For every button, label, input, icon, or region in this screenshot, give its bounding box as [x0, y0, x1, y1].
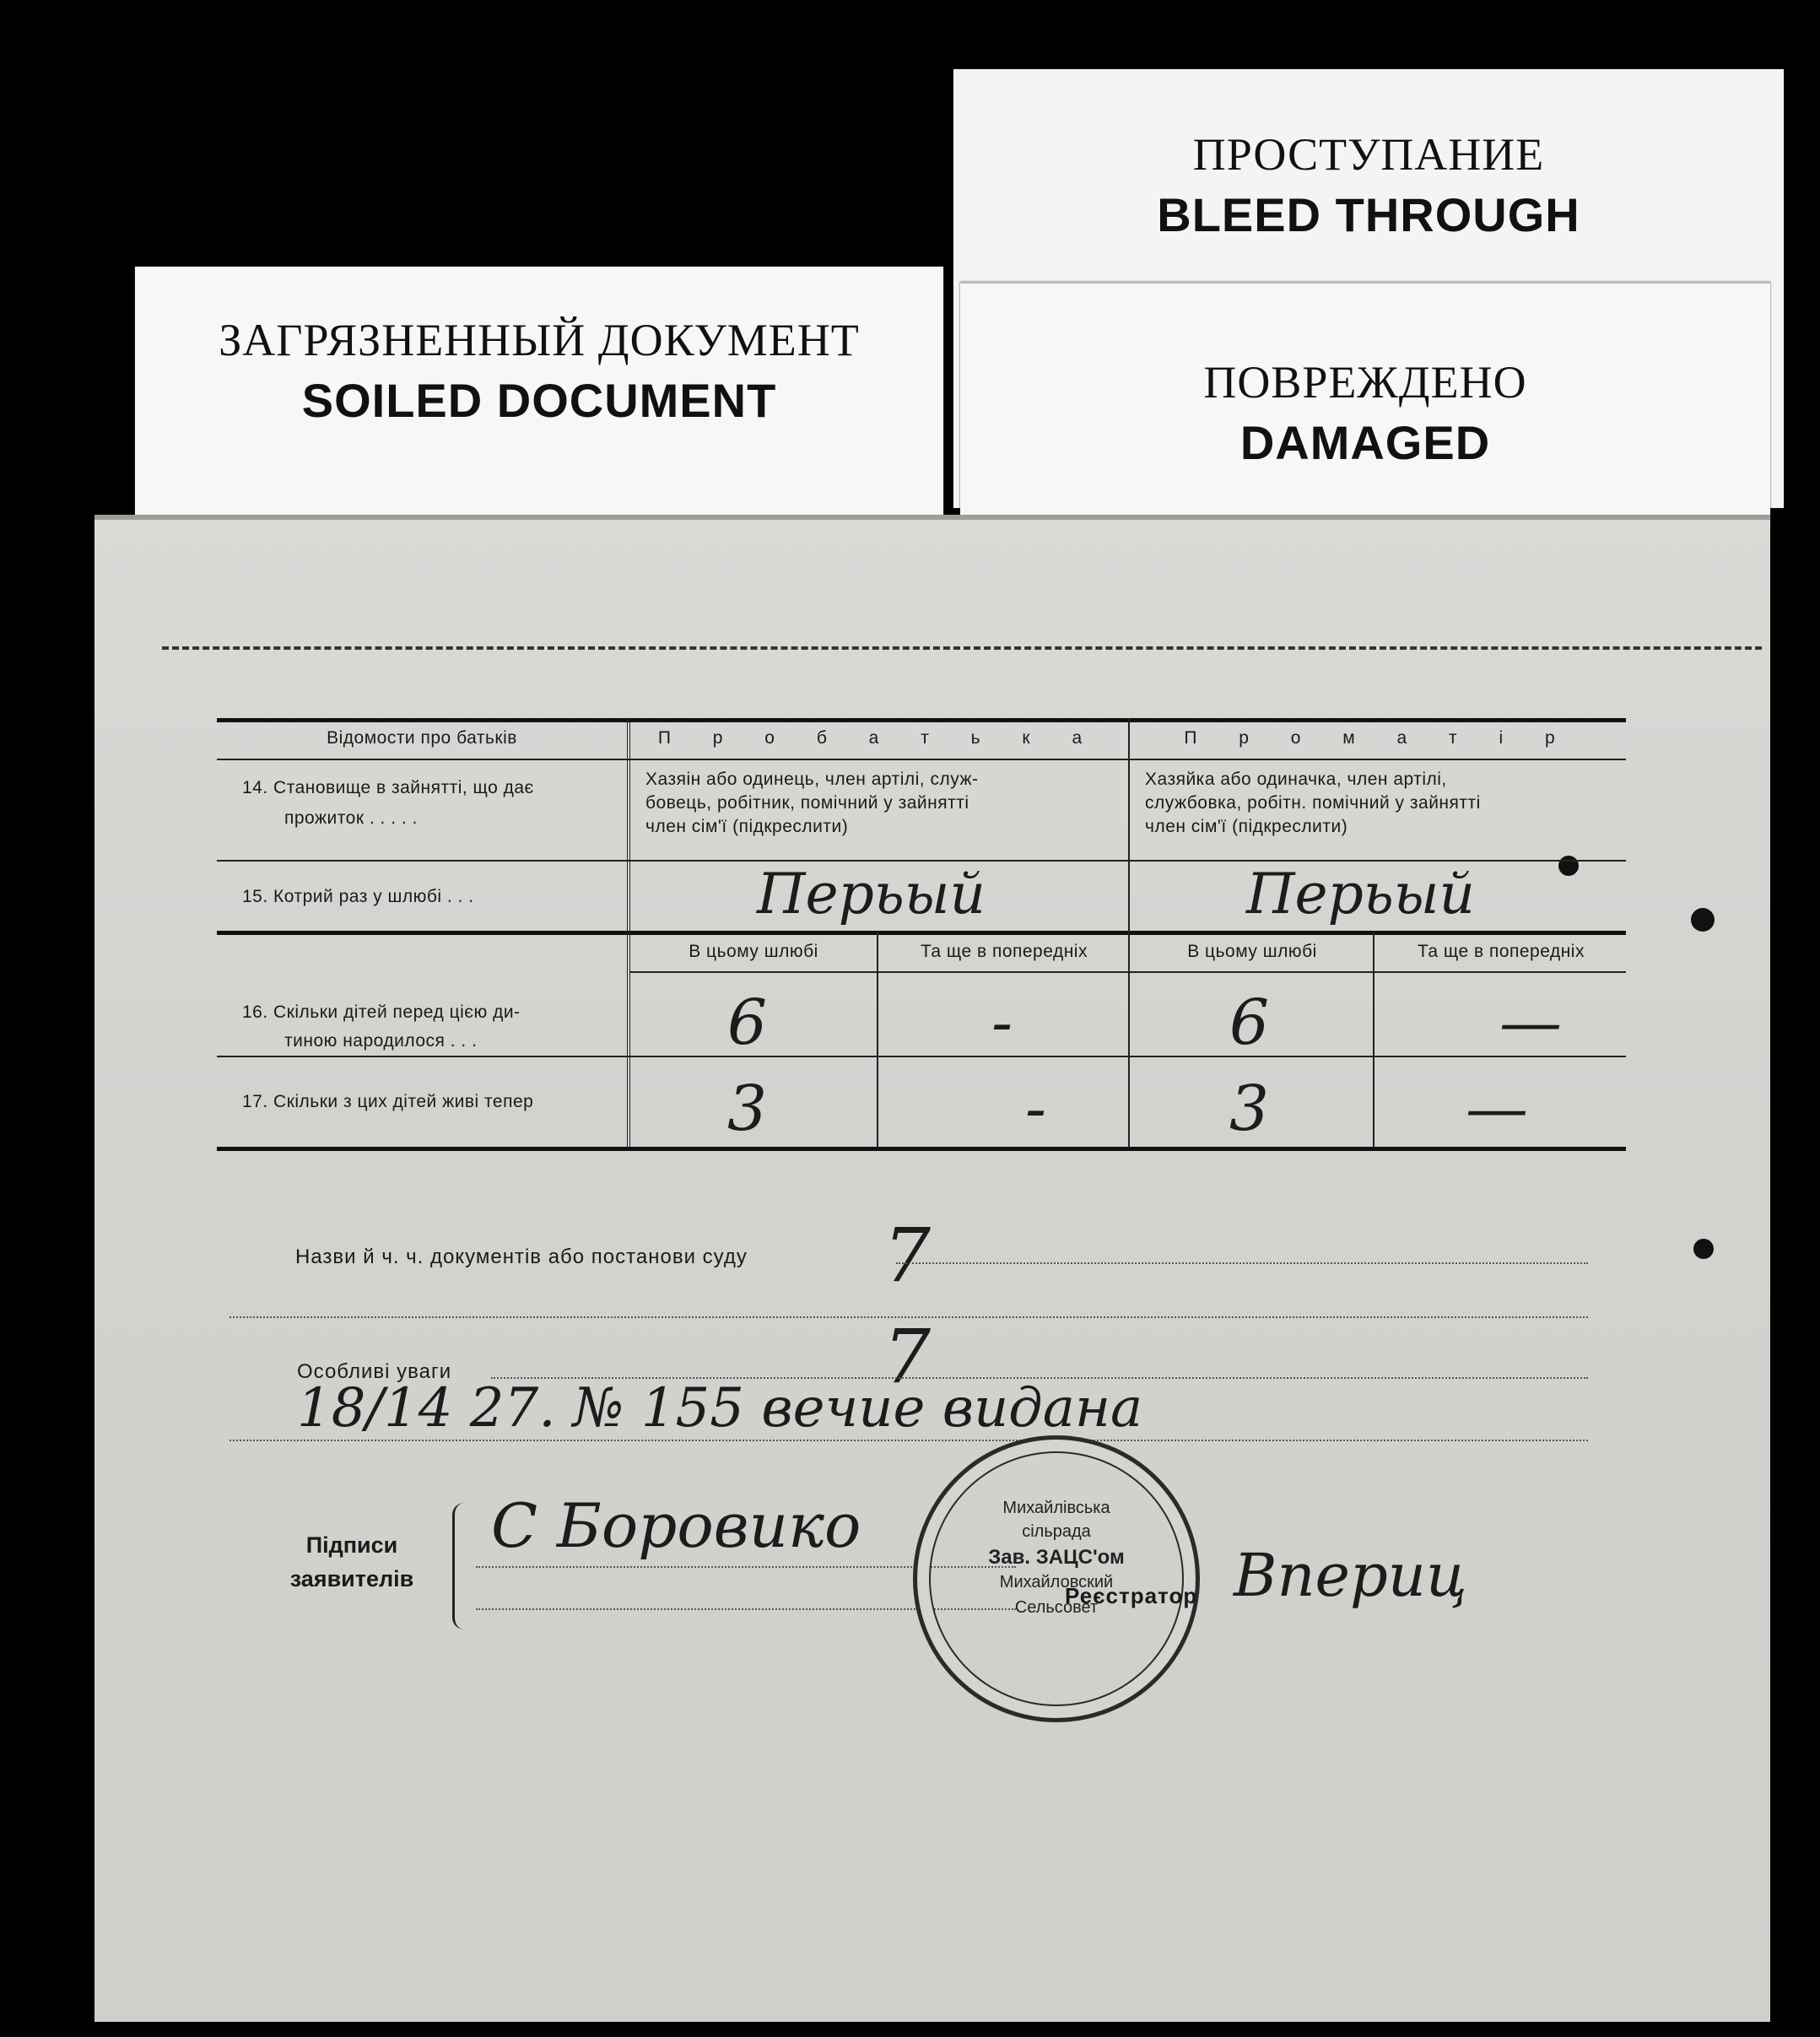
- row14-mother-2: службовка, робітн. помічний у зайнятті: [1145, 793, 1481, 813]
- table-rule: [217, 1056, 1626, 1057]
- row14-mother-3: член сім'ї (підкреслити): [1145, 817, 1348, 836]
- notes-label: Особливі уваги: [297, 1360, 452, 1383]
- damaged-card: [960, 282, 1770, 528]
- header-father: П р о б а т ь к а: [657, 728, 1101, 748]
- stamp-line-4: Михайловский: [999, 1573, 1114, 1591]
- table-divider: [877, 931, 878, 1148]
- row16-mother-prev: —: [1499, 986, 1562, 1059]
- parents-info-table: [217, 718, 1626, 1191]
- document-page: [95, 515, 1770, 2022]
- notes-line-2: [230, 1440, 1588, 1441]
- notes-value: 18/14 27. № 155 вечие видана: [297, 1377, 1143, 1440]
- stamp-line-1: Михайлівська: [1002, 1499, 1110, 1517]
- table-rule: [217, 1147, 1626, 1151]
- signatures-brace: [452, 1503, 468, 1629]
- row16-label-2: тиною народилося . . .: [284, 1031, 478, 1051]
- row14-father-3: член сім'ї (підкреслити): [645, 817, 849, 836]
- official-stamp: [913, 1435, 1200, 1722]
- stamp-line-3: Зав. ЗАЦС'ом: [988, 1546, 1125, 1569]
- row14-label-2: прожиток . . . . .: [284, 808, 418, 828]
- header-mother: П р о м а т і р: [1184, 728, 1574, 748]
- row17-father-this: 3: [727, 1073, 768, 1145]
- table-divider: [627, 718, 630, 1148]
- perforation-line: [162, 646, 1762, 650]
- stamp-line-6: Реєстратор: [1065, 1583, 1198, 1608]
- punch-hole: [1693, 1239, 1714, 1259]
- soiled-document-ru: ЗАГРЯЗНЕННЫЙ ДОКУМЕНТ: [219, 315, 860, 365]
- row15-mother-value: Перьый: [1246, 862, 1476, 927]
- signature-2: Впериц: [1234, 1541, 1467, 1610]
- soiled-document-en: SOILED DOCUMENT: [301, 374, 777, 427]
- sub-mother-this: В цьому шлюбі: [1187, 942, 1317, 961]
- bleed-through-ru: ПРОСТУПАНИЕ: [1192, 129, 1545, 180]
- row16-mother-this: 6: [1229, 986, 1270, 1059]
- stamp-line-2: сільрада: [1022, 1522, 1091, 1541]
- row15-label: 15. Котрий раз у шлюбі . . .: [242, 887, 474, 906]
- sub-mother-previous: Та ще в попередніх: [1418, 942, 1585, 961]
- row15-father-value: Перьый: [757, 862, 986, 927]
- row17-father-prev: -: [1025, 1073, 1047, 1145]
- row14-father-1: Хазяін або одинець, член артілі, служ-: [645, 770, 979, 789]
- row16-father-this: 6: [727, 986, 768, 1059]
- damaged-ru: ПОВРЕЖДЕНО: [1203, 357, 1527, 408]
- row14-label-1: 14. Становище в зайнятті, що дає: [242, 778, 534, 797]
- punch-hole: [1691, 908, 1715, 932]
- sub-father-previous: Та ще в попередніх: [921, 942, 1088, 961]
- row14-mother-1: Хазяйка або одиначка, член артілі,: [1145, 770, 1447, 789]
- notes-mark: 7: [883, 1313, 931, 1400]
- signature-1: С Боровико: [491, 1490, 861, 1561]
- table-divider: [1373, 931, 1374, 1148]
- table-rule: [217, 759, 1626, 760]
- row16-label-1: 16. Скільки дітей перед цією ди-: [242, 1002, 521, 1022]
- soiled-document-card: [135, 267, 943, 520]
- row17-mother-prev: —: [1466, 1073, 1528, 1145]
- table-divider: [1128, 718, 1130, 1148]
- signatures-label: [280, 1528, 424, 1596]
- row17-label: 17. Скільки з цих дітей живі тепер: [242, 1092, 534, 1111]
- damaged-en: DAMAGED: [1239, 416, 1491, 469]
- table-rule: [217, 931, 1626, 935]
- documents-line: [896, 1262, 1588, 1264]
- documents-label: Назви й ч. ч. документів або постанови суду: [295, 1245, 748, 1268]
- bleed-through-en: BLEED THROUGH: [1157, 188, 1580, 241]
- documents-value: 7: [883, 1212, 931, 1299]
- signatures-label-1: Підписи: [305, 1532, 398, 1558]
- row17-mother-this: 3: [1229, 1073, 1270, 1145]
- table-rule: [217, 718, 1626, 722]
- row14-father-2: бовець, робітник, помічний у зайнятті: [645, 793, 969, 813]
- sub-father-this: В цьому шлюбі: [689, 942, 818, 961]
- signatures-label-2: заявителів: [289, 1566, 414, 1591]
- header-parents-info: Відомости про батьків: [327, 728, 517, 748]
- row16-father-prev: -: [991, 986, 1013, 1059]
- stamp-line-5: Сельсовет: [1014, 1598, 1099, 1617]
